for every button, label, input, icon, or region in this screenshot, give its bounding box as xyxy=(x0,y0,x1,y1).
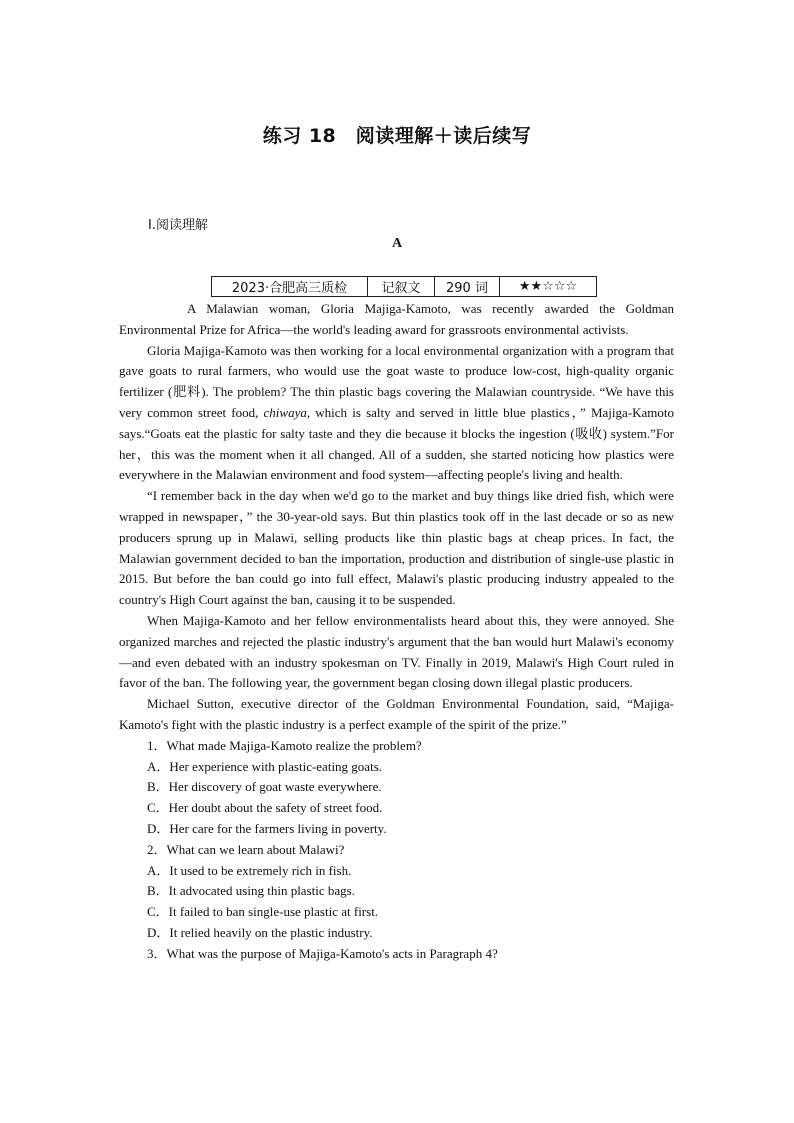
part-label: A xyxy=(391,236,403,251)
italic-term: chiwaya, xyxy=(263,404,311,420)
option[interactable]: B．Her discovery of goat waste everywhere. xyxy=(147,779,382,795)
genre-cell: 记叙文 xyxy=(368,277,435,297)
section-heading: Ⅰ.阅读理解 xyxy=(148,218,208,233)
option[interactable]: D．It relied heavily on the plastic industry. xyxy=(147,924,373,940)
question: 3．What was the purpose of Majiga-Kamoto's acts in Paragraph 4? xyxy=(147,945,498,961)
passage-body xyxy=(119,299,674,965)
paragraph xyxy=(119,341,674,487)
option[interactable]: B．It advocated using thin plastic bags. xyxy=(147,883,355,899)
option[interactable]: C．It failed to ban single-use plastic at first. xyxy=(147,904,379,920)
word-count-cell: 290 词 xyxy=(435,277,500,297)
page-title: 练习 18 阅读理解＋读后续写 xyxy=(262,125,532,147)
question: 2．What can we learn about Malawi? xyxy=(147,841,345,857)
paragraph-text: Gloria Majiga-Kamoto was then working for a local environmental organization with a program that gave goats to rural farmers, who would use the goat waste to produce low-cost, high-quality organic fertilizer (肥料). The problem? The thin plastic bags covering the Malawian countryside. “We have this very common street food, xyxy=(119,342,674,420)
paragraph: “I remember back in the day when we'd go to the market and buy things like dried fish, which were wrapped in newspaper，” the 30-year-old says. But thin plastics took off in the last decade or so as new producers sprung up in Malawi, selling products like thin plastic bags at cheap prices. In fact, the Malawian government decided to ban the importation, production and distribution of single-use plastic in 2015. But before the ban could go into full effect, Malawi's plastic producing industry appealed to the country's High Court against the ban, causing it to be suspended. xyxy=(119,488,674,608)
option[interactable]: C．Her doubt about the safety of street food. xyxy=(147,800,383,816)
question: 1．What made Majiga-Kamoto realize the problem? xyxy=(147,737,422,753)
option[interactable]: A．It used to be extremely rich in fish. xyxy=(147,862,352,878)
option[interactable]: A．Her experience with plastic-eating goats. xyxy=(147,758,382,774)
difficulty-cell: ★★☆☆☆ xyxy=(500,277,597,297)
passage-info-table xyxy=(211,276,597,297)
paragraph-text: which is salty and served in little blue plastics，” Majiga-Kamoto says.“Goats eat the plastic for salty taste and they die because it blocks the ingestion (吸收) system.”For her，this was the moment when it all changed. All of a sudden, she started noticing how plastics were everywhere in the Malawian environment and food system—affecting people's living and health. xyxy=(119,404,675,483)
source-cell: 2023·合肥高三质检 xyxy=(212,277,368,297)
option[interactable]: D．Her care for the farmers living in poverty. xyxy=(147,820,387,836)
paragraph: Michael Sutton, executive director of the Goldman Environmental Foundation, said, “Majiga-Kamoto's fight with the plastic industry is a perfect example of the spirit of the prize.” xyxy=(119,696,674,732)
paragraph: When Majiga-Kamoto and her fellow environmentalists heard about this, they were annoyed. She organized marches and rejected the plastic industry's argument that the ban would hurt Malawi's economy—and even debated with an industry spokesman on TV. Finally in 2019, Malawi's High Court ruled in favor of the ban. The following year, the government began closing down illegal plastic producers. xyxy=(119,612,674,691)
paragraph: A Malawian woman, Gloria Majiga-Kamoto, was recently awarded the Goldman Environmental Prize for Africa—the world's leading award for grassroots environmental activists. xyxy=(119,301,674,337)
